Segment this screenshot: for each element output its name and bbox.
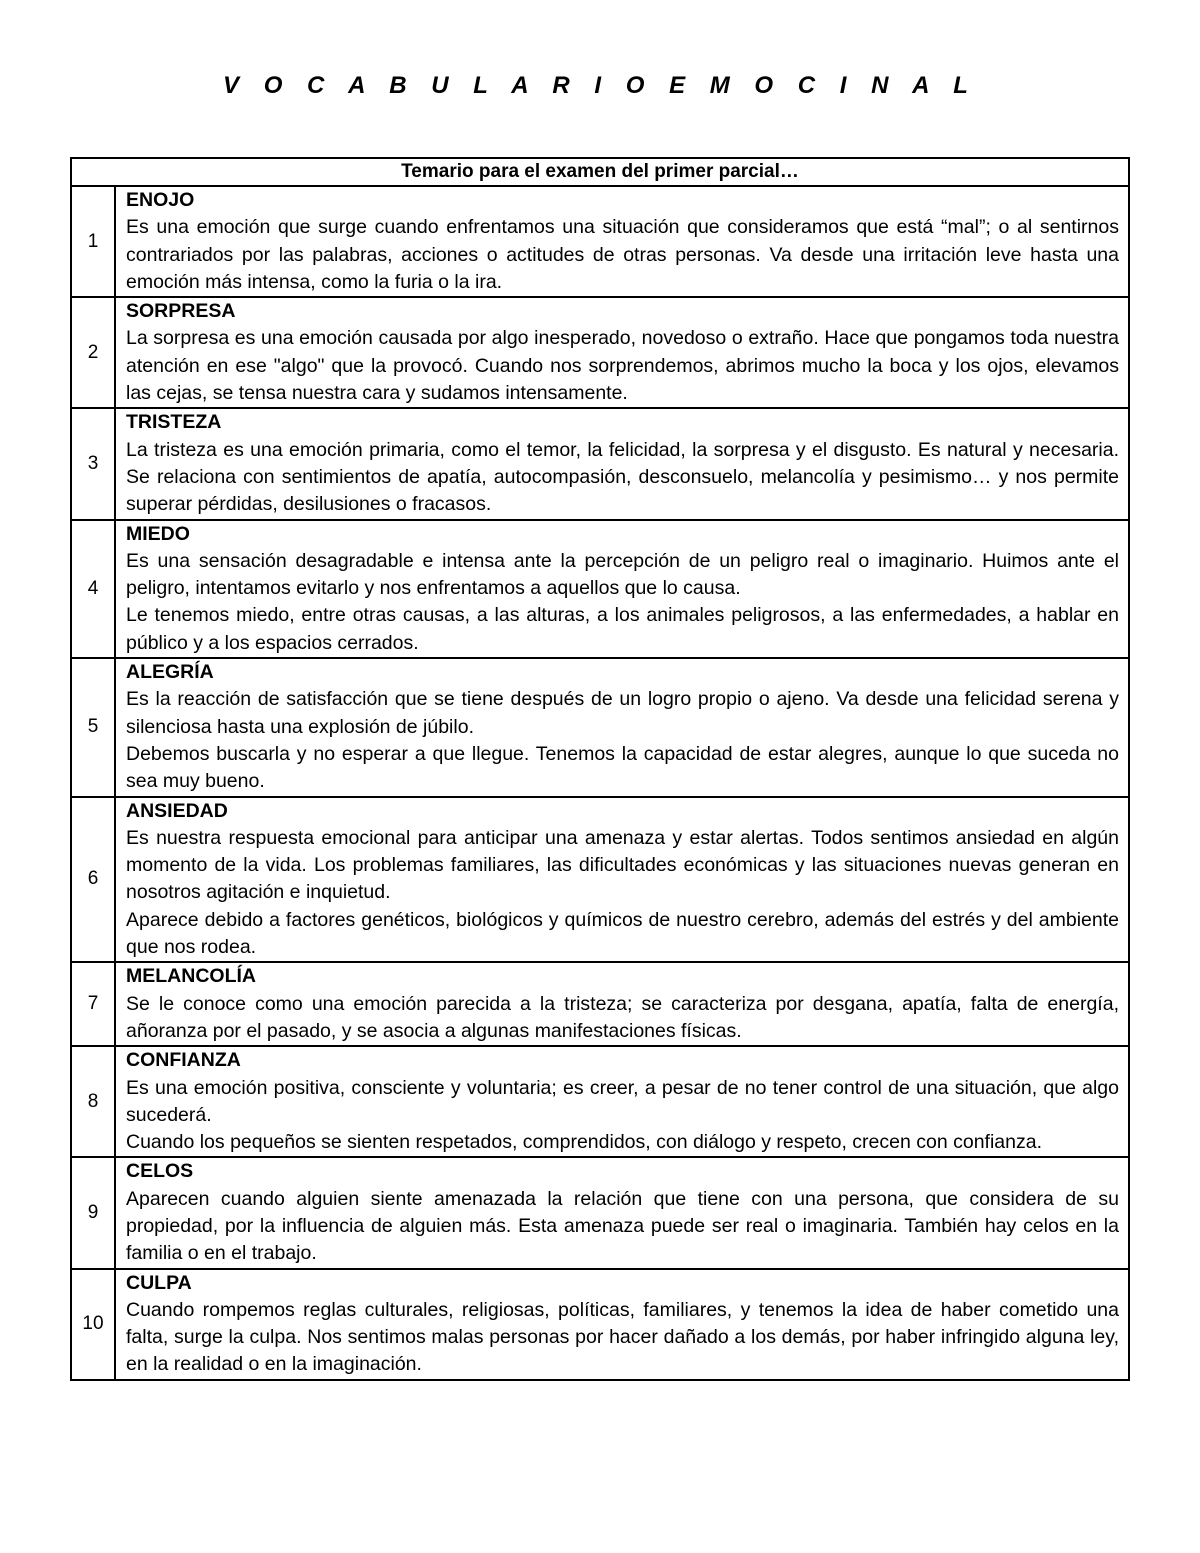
row-number: 8: [71, 1046, 115, 1157]
table-row: [71, 1269, 1129, 1380]
table-row: [71, 1157, 1129, 1268]
emotion-term: ALEGRÍA: [126, 661, 214, 684]
row-content: [115, 1269, 1129, 1380]
table-row: [71, 1046, 1129, 1157]
emotion-definition: Es nuestra respuesta emocional para anticipar una amenaza y estar alertas. Todos sentimos ansiedad en algún momento de la vida. Los problemas familiares, las dificultades económicas y las situaciones nuevas generan en nosotros agitación e inquietud.: [126, 826, 1119, 904]
emotion-definition: Es una emoción que surge cuando enfrentamos una situación que consideramos que está “mal”; o al sentirnos contrariados por las palabras, acciones o actitudes de otras personas. Va desde una irritación leve hasta una emoción más intensa, como la furia o la ira.: [126, 216, 1119, 293]
emotion-definition: Es una sensación desagradable e intensa ante la percepción de un peligro real o imaginario. Huimos ante el peligro, intentamos evitarlo y nos enfrentamos a aquellos que lo causa.: [126, 549, 1119, 600]
row-content: [115, 297, 1129, 408]
row-content: [115, 186, 1129, 297]
row-number: 6: [71, 797, 115, 963]
row-number: 1: [71, 186, 115, 297]
table-row: [71, 520, 1129, 658]
emotion-term: SORPRESA: [126, 300, 236, 323]
table-row: [71, 297, 1129, 408]
emotion-definition: Aparecen cuando alguien siente amenazada la relación que tiene con una persona, que considera de su propiedad, por la influencia de alguien más. Esta amenaza puede ser real o imaginaria. También hay celos en la familia o en el trabajo.: [126, 1187, 1119, 1265]
emotion-definition: Debemos buscarla y no esperar a que llegue. Tenemos la capacidad de estar alegres, aunque lo que suceda no sea muy bueno.: [126, 742, 1119, 793]
row-content: [115, 408, 1129, 519]
row-number: 2: [71, 297, 115, 408]
emotion-term: ANSIEDAD: [126, 799, 228, 822]
row-number: 4: [71, 520, 115, 658]
emotion-definition: Cuando los pequeños se sienten respetados, comprendidos, con diálogo y respeto, crecen con confianza.: [126, 1131, 1043, 1154]
row-content: [115, 658, 1129, 796]
emotion-definition: Se le conoce como una emoción parecida a la tristeza; se caracteriza por desgana, apatía, falta de energía, añoranza por el pasado, y se asocia a algunas manifestaciones físicas.: [126, 992, 1119, 1042]
vocabulary-table: [70, 157, 1130, 1381]
emotion-definition: Es una emoción positiva, consciente y voluntaria; es creer, a pesar de no tener control de una situación, que algo sucederá.: [126, 1076, 1119, 1126]
table-row: [71, 797, 1129, 963]
emotion-term: TRISTEZA: [126, 411, 222, 434]
table-row: [71, 962, 1129, 1046]
emotion-definition: Aparece debido a factores genéticos, biológicos y químicos de nuestro cerebro, además del estrés y del ambiente que nos rodea.: [126, 908, 1119, 959]
row-content: [115, 1157, 1129, 1268]
emotion-term: CULPA: [126, 1271, 192, 1294]
table-row: [71, 408, 1129, 519]
emotion-definition: La sorpresa es una emoción causada por algo inesperado, novedoso o extraño. Hace que pongamos toda nuestra atención en ese "algo" que la provocó. Cuando nos sorprendemos, abrimos mucho la boca y los ojos, elevamos las cejas, se tensa nuestra cara y sudamos intensamente.: [126, 327, 1119, 405]
table-row: [71, 658, 1129, 796]
row-number: 3: [71, 408, 115, 519]
emotion-term: MIEDO: [126, 522, 190, 545]
emotion-term: MELANCOLÍA: [126, 965, 256, 988]
row-content: [115, 520, 1129, 658]
table-header-row: [71, 158, 1129, 186]
emotion-term: CELOS: [126, 1160, 194, 1183]
vocabulary-table-body: [71, 186, 1129, 1380]
table-row: [71, 186, 1129, 297]
row-number: 10: [71, 1269, 115, 1380]
row-content: [115, 797, 1129, 963]
emotion-term: CONFIANZA: [126, 1049, 241, 1072]
emotion-term: ENOJO: [126, 189, 195, 211]
emotion-definition: Cuando rompemos reglas culturales, religiosas, políticas, familiares, y tenemos la idea de haber cometido una falta, surge la culpa. Nos sentimos malas personas por hacer dañado a los demás, por haber infringido alguna ley, en la realidad o en la imaginación.: [126, 1298, 1119, 1376]
emotion-definition: La tristeza es una emoción primaria, como el temor, la felicidad, la sorpresa y el disgusto. Es natural y necesaria. Se relaciona con sentimientos de apatía, autocompasión, desconsuelo, melancolía y pesimismo… y nos permite superar pérdidas, desilusiones o fracasos.: [126, 438, 1119, 516]
row-number: 5: [71, 658, 115, 796]
table-header: Temario para el examen del primer parcial…: [71, 158, 1129, 186]
row-content: [115, 1046, 1129, 1157]
row-number: 9: [71, 1157, 115, 1268]
row-number: 7: [71, 962, 115, 1046]
document-title: V O C A B U L A R I O E M O C I N A L: [223, 72, 977, 99]
emotion-definition: Le tenemos miedo, entre otras causas, a las alturas, a los animales peligrosos, a las enfermedades, a hablar en público y a los espacios cerrados.: [126, 604, 1119, 654]
row-content: [115, 962, 1129, 1046]
emotion-definition: Es la reacción de satisfacción que se tiene después de un logro propio o ajeno. Va desde una felicidad serena y silenciosa hasta una explosión de júbilo.: [126, 688, 1119, 738]
